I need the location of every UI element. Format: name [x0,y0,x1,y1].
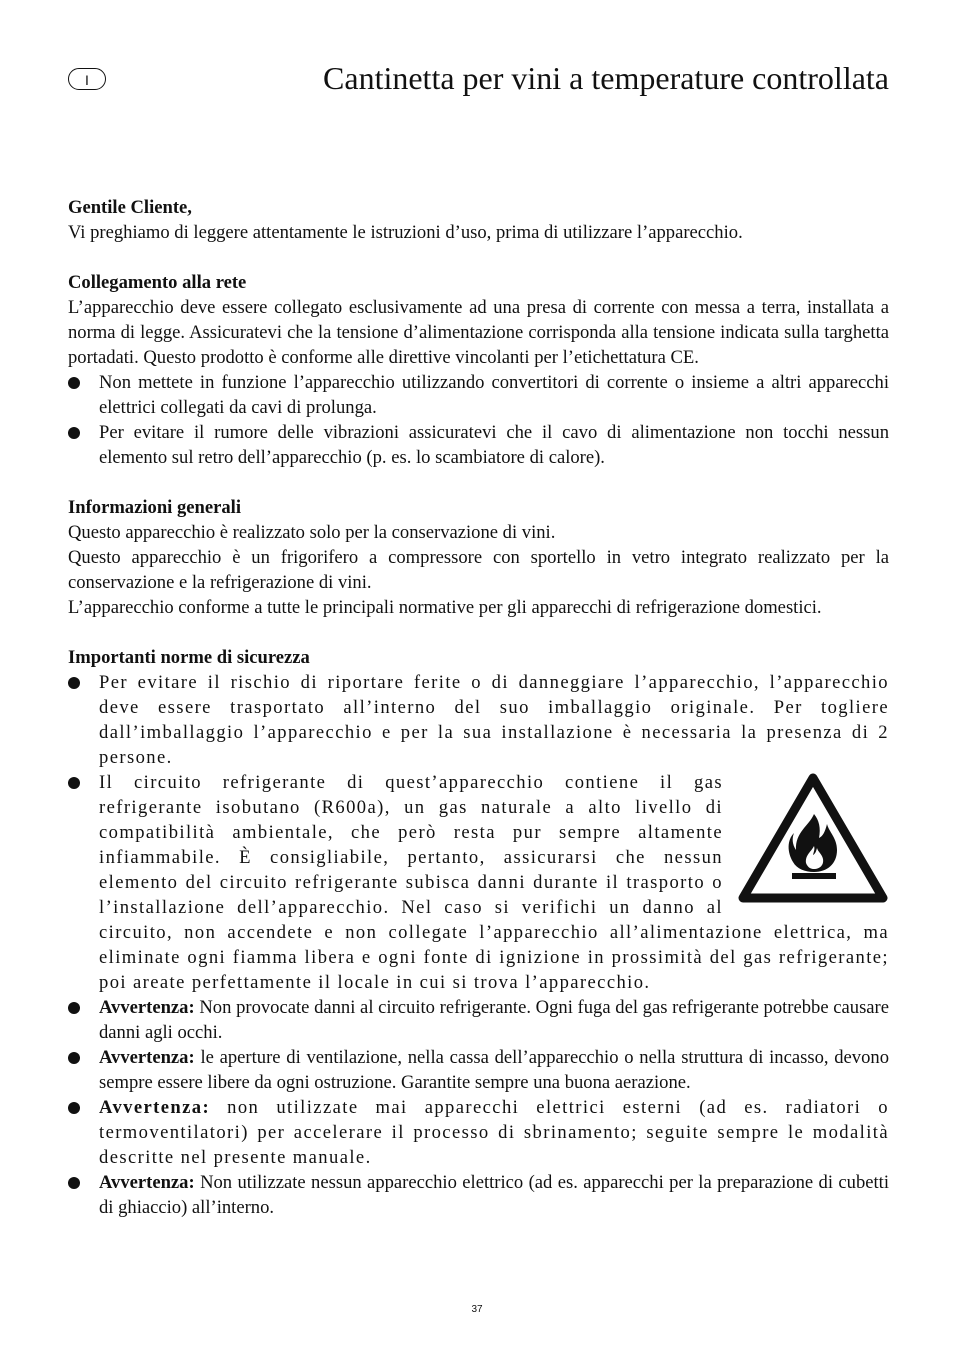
warning-text: le aperture di ventilazione, nella cassa dell’apparecchio o nella struttura di incasso, devono sempre essere libere da ogni ostruzione. Garantite sempre una buona aerazione. [99,1047,889,1093]
list-item [68,1170,889,1220]
warning-text: Non provocate danni al circuito refrigerante. Ogni fuga del gas refrigerante potrebbe causare danni agli occhi. [99,997,889,1043]
section-general [68,495,889,620]
warning-label: Avvertenza: [99,1047,195,1068]
paragraph: Questo apparecchio è realizzato solo per la conservazione di vini. [68,522,556,543]
manual-content [68,195,889,1220]
section-safety [68,645,889,1220]
page-number: 37 [471,1304,483,1315]
list-item [68,770,889,995]
list-item [68,670,889,770]
warning-text: Non utilizzate nessun apparecchio elettrico (ad es. apparecchi per la preparazione di cubetti di ghiaccio) all’interno. [99,1172,889,1218]
warning-text: non utilizzate mai apparecchi elettrici esterni (ad es. radiatori o termoventilatori) per accelerare il processo di sbrinamento; seguite sempre le modalità descritte nel presente manuale. [99,1097,889,1168]
paragraph: L’apparecchio conforme a tutte le principali normative per gli apparecchi di refrigerazione domestici. [68,597,822,618]
section-heading: Informazioni generali [68,497,241,518]
section-heading: Collegamento alla rete [68,272,247,293]
list-item [68,1045,889,1095]
paragraph: L’apparecchio deve essere collegato esclusivamente ad una presa di corrente con messa a terra, installata a norma di legge. Assicuratevi che la tensione d’alimentazione corrisponda alla tensione indicata sulla targhetta portadati. Questo prodotto è conforme alle direttive vincolanti per l’etichettatura CE. [68,297,889,368]
language-badge: I [68,68,106,90]
section-heading: Importanti norme di sicurezza [68,647,310,668]
section-greeting [68,195,889,245]
page-title: Cantinetta per vini a temperature controllata [323,60,889,96]
bullet-list [68,670,889,1220]
list-item: Non mettete in funzione l’apparecchio utilizzando convertitori di corrente o insieme a altri apparecchi elettrici collegati da cavi di prolunga. [68,370,889,420]
warning-label: Avvertenza: [99,1172,195,1193]
list-item-text: Il circuito refrigerante di quest’apparecchio contiene il gas refrigerante isobutano (R600a), un gas naturale a alto livello di compatibilità ambientale, che però resta pur sempre altamente infiammabile. È consigliabile, pertanto, assicurarsi che nessun elemento del circuito refrigerante subisca danni durante il trasporto o l’installazione dell’apparecchio. Nel caso si verifichi un danno al circuito, non accendete e non collegate l’apparecchio all’alimentazione elettrica, ma eliminate ogni fiamma libera e ogni fonte di ignizione in prossimità del gas refrigerante; poi areate perfettamente il locale in cui si trova l’apparecchio. [99,772,889,993]
list-item [68,995,889,1045]
list-item [68,1095,889,1170]
list-item: Per evitare il rumore delle vibrazioni assicuratevi che il cavo di alimentazione non tocchi nessun elemento sul retro dell’apparecchio (p. es. lo scambiatore di calore). [68,420,889,470]
warning-label: Avvertenza: [99,1097,211,1118]
flammable-warning-icon [737,770,889,904]
section-connection [68,270,889,470]
section-heading: Gentile Cliente, [68,197,192,218]
paragraph: Vi preghiamo di leggere attentamente le istruzioni d’uso, prima di utilizzare l’apparecchio. [68,222,743,243]
bullet-list [68,370,889,470]
warning-label: Avvertenza: [99,997,195,1018]
paragraph: Questo apparecchio è un frigorifero a compressore con sportello in vetro integrato realizzato per la conservazione e la refrigerazione di vini. [68,547,889,593]
list-item-text: Per evitare il rischio di riportare ferite o di danneggiare l’apparecchio, l’apparecchio deve essere trasportato all’interno del suo imballaggio originale. Per togliere dall’imballaggio l’apparecchio e per la sua installazione è necessaria la presenza di 2 persone. [99,672,889,768]
